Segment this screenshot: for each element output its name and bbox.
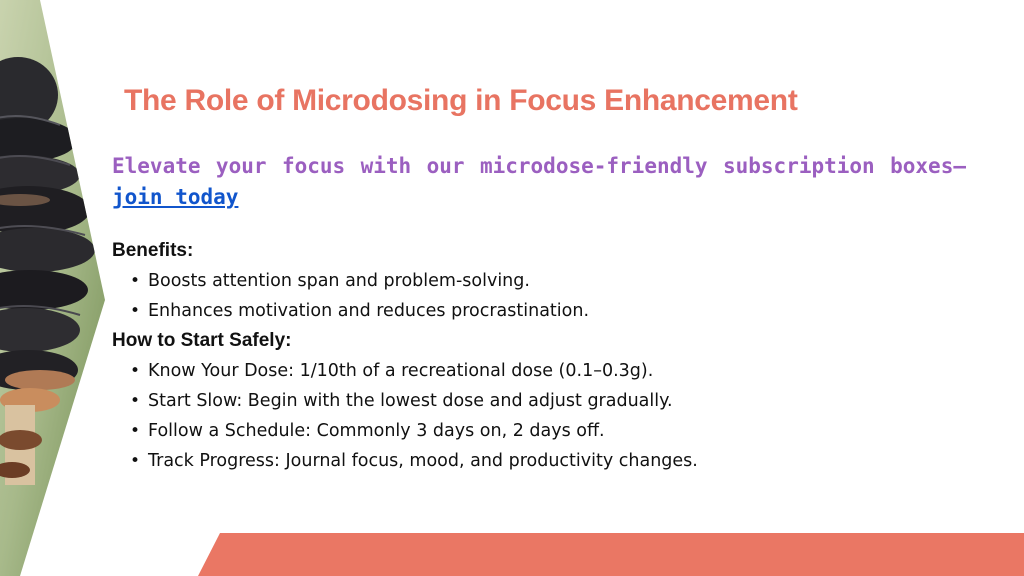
list-item xyxy=(130,296,972,326)
list-item-text: Boosts attention span and problem-solving. xyxy=(148,271,530,291)
tagline xyxy=(112,151,966,213)
list-item xyxy=(130,266,972,296)
accent-bar xyxy=(198,533,1024,576)
page-title: The Role of Microdosing in Focus Enhancement xyxy=(124,84,798,117)
list-item-text: Follow a Schedule: Commonly 3 days on, 2 days off. xyxy=(148,421,605,441)
mushroom-photo xyxy=(0,0,110,576)
list-item xyxy=(130,386,972,416)
accent-bar-shape xyxy=(198,533,1024,576)
bullet-glyph: • xyxy=(130,391,141,411)
bullet-glyph: • xyxy=(130,451,141,471)
list-item xyxy=(130,356,972,386)
section-heading-benefits: Benefits: xyxy=(112,240,194,261)
join-today-link[interactable]: join today xyxy=(112,185,239,209)
list-item-text: Know Your Dose: 1/10th of a recreational dose (0.1–0.3g). xyxy=(148,361,654,381)
how-to-start-list xyxy=(112,356,972,476)
list-item xyxy=(130,416,972,446)
content-block xyxy=(112,236,972,476)
list-item-text: Track Progress: Journal focus, mood, and productivity changes. xyxy=(148,451,698,471)
list-item-text: Start Slow: Begin with the lowest dose and adjust gradually. xyxy=(148,391,673,411)
section-heading-how-to-start: How to Start Safely: xyxy=(112,330,292,351)
benefits-list xyxy=(112,266,972,326)
bullet-glyph: • xyxy=(130,361,141,381)
bullet-glyph: • xyxy=(130,301,141,321)
list-item-text: Enhances motivation and reduces procrastination. xyxy=(148,301,590,321)
bullet-glyph: • xyxy=(130,421,141,441)
tagline-text: Elevate your focus with our microdose-friendly subscription boxes— xyxy=(112,154,966,178)
bullet-glyph: • xyxy=(130,271,141,291)
list-item xyxy=(130,446,972,476)
